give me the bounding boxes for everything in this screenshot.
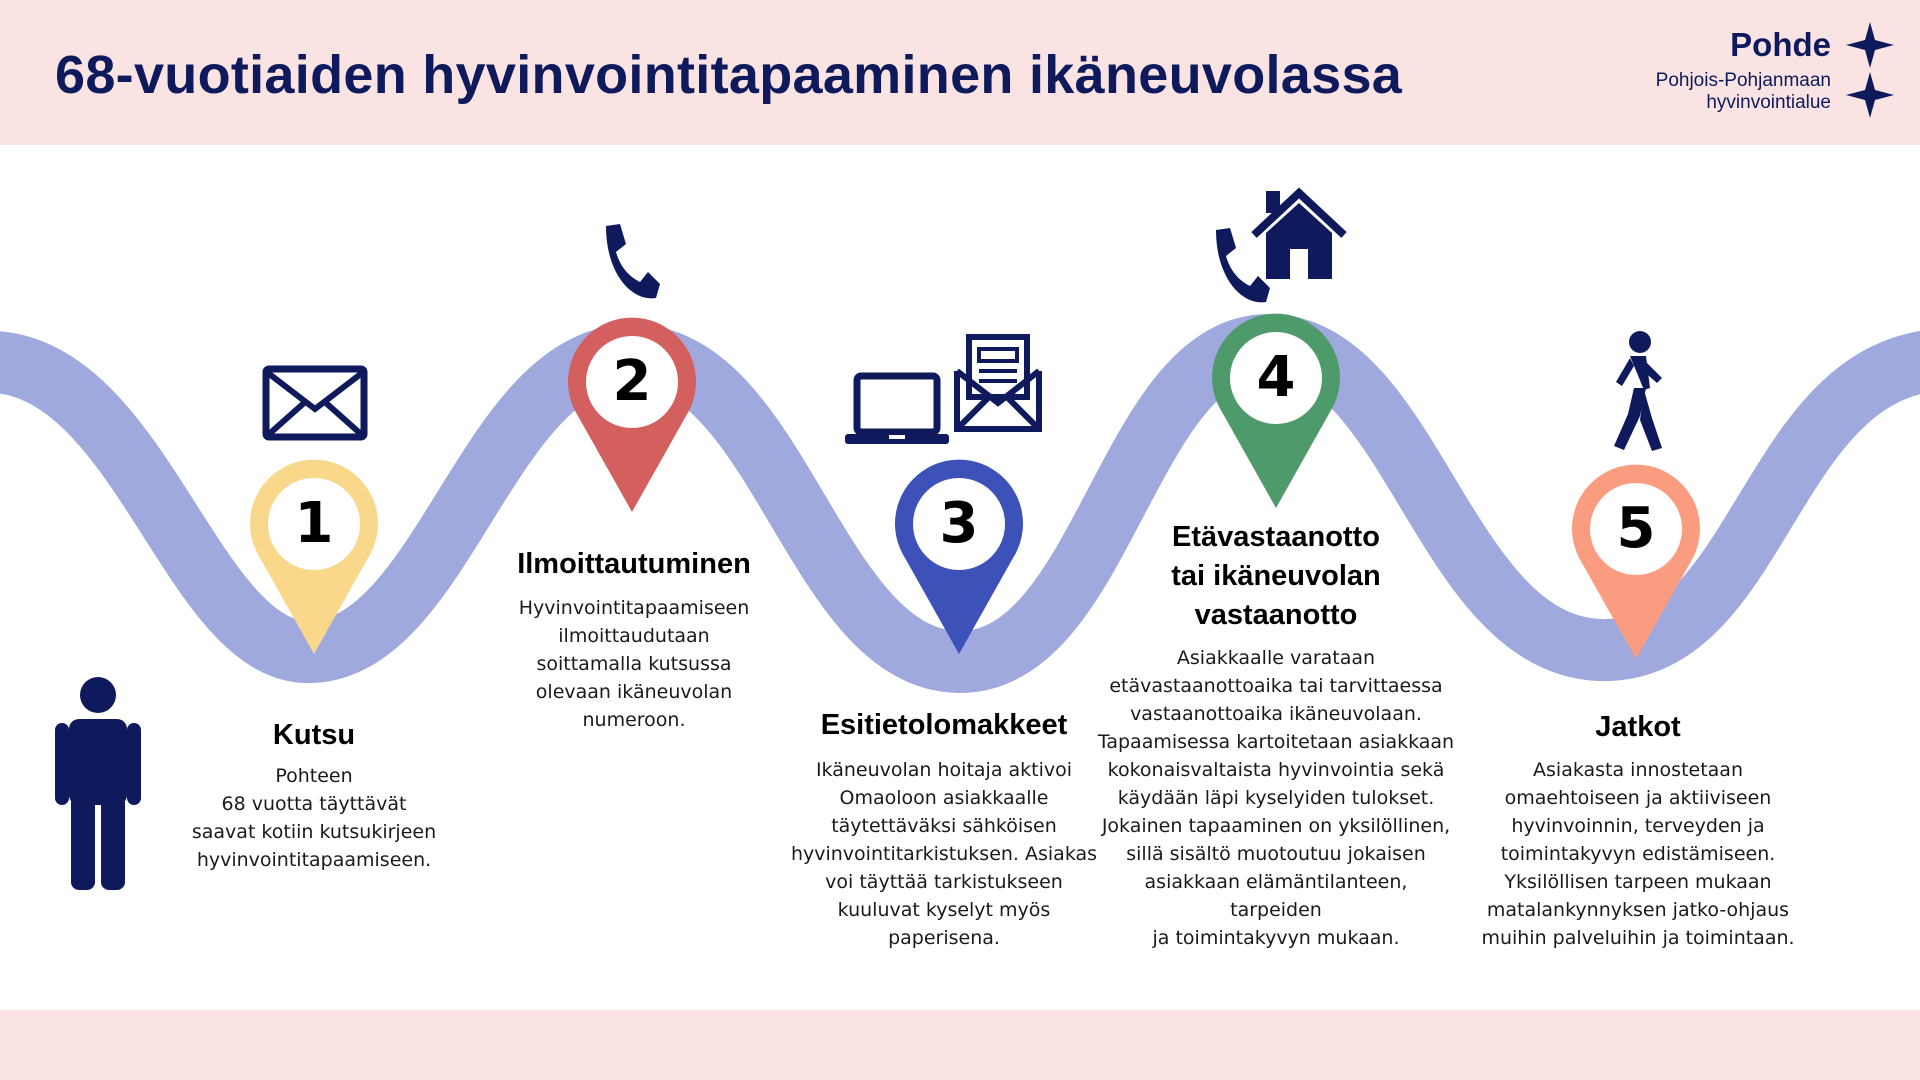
step-5-number: 5 (1616, 496, 1656, 561)
logo-subtitle-line1: Pohjois-Pohjanmaan (1655, 70, 1831, 91)
step-2-description: Hyvinvointitapaamiseen ilmoittaudutaan soittamalla kutsussa olevaan ikäneuvolan numeroon. (518, 597, 750, 731)
step-2-number: 2 (612, 349, 652, 414)
step-5-pin (1570, 463, 1702, 663)
open-letter-icon (953, 333, 1043, 433)
step-3-title: Esitietolomakkeet (820, 709, 1068, 741)
step-1-number: 1 (294, 491, 334, 556)
step-4-pin (1210, 312, 1342, 512)
person-icon (55, 675, 141, 890)
step-5-description: Asiakasta innostetaan omaehtoiseen ja aktiiviseen hyvinvoinnin, terveyden ja toimintakyvyn edistämiseen. Yksilöllisen tarpeen mukaan matalankynnyksen jatko-ohjaus muihin palveluihin ja toimintaan. (1481, 759, 1795, 949)
step-1-title: Kutsu (272, 719, 356, 751)
logo-subtitle-line2: hyvinvointialue (1706, 92, 1831, 113)
step-2-title: Ilmoittautuminen (517, 548, 751, 580)
logo-name: Pohde (1730, 26, 1831, 63)
house-icon (1250, 187, 1348, 281)
footer-band (0, 1010, 1920, 1080)
step-3-description: Ikäneuvolan hoitaja aktivoi Omaoloon asiakkaalle täytettäväksi sähköisen hyvinvointitarkistuksen. Asiakas voi täyttää tarkistukseen kuuluvat kyselyt myös paperisena. (790, 759, 1098, 949)
envelope-icon (262, 365, 368, 441)
walking-person-icon (1600, 330, 1670, 452)
step-1-description: Pohteen 68 vuotta täyttävät saavat kotiin kutsukirjeen hyvinvointitapaamiseen. (191, 765, 437, 871)
page-title: 68-vuotiaiden hyvinvointitapaaminen ikäneuvolassa (55, 45, 1403, 105)
step-4-description: Asiakkaalle varataan etävastaanottoaika tai tarvittaessa vastaanottoaika ikäneuvolaan. Tapaamisessa kartoitetaan asiakkaan kokonaisvaltaista hyvinvointia sekä käydään läpi kyselyiden tulokset. Jokainen tapaaminen on yksilöllinen, sillä sisältö muotoutuu jokaisen asiakkaan elämäntilanteen, tarpeiden ja toimintakyvyn mukaan. (1097, 647, 1455, 949)
step-4-title-line: tai ikäneuvolan (1171, 560, 1381, 592)
step-3-pin (893, 458, 1025, 658)
step-4-title-line: Etävastaanotto (1172, 521, 1380, 553)
step-4-title-line: vastaanotto (1194, 599, 1358, 631)
laptop-icon (845, 372, 949, 446)
phone-icon (598, 222, 662, 304)
step-1-pin (248, 458, 380, 658)
step-4-number: 4 (1256, 345, 1296, 410)
step-3-number: 3 (939, 491, 979, 556)
step-5-title: Jatkot (1595, 711, 1681, 743)
step-2-pin (566, 316, 698, 516)
